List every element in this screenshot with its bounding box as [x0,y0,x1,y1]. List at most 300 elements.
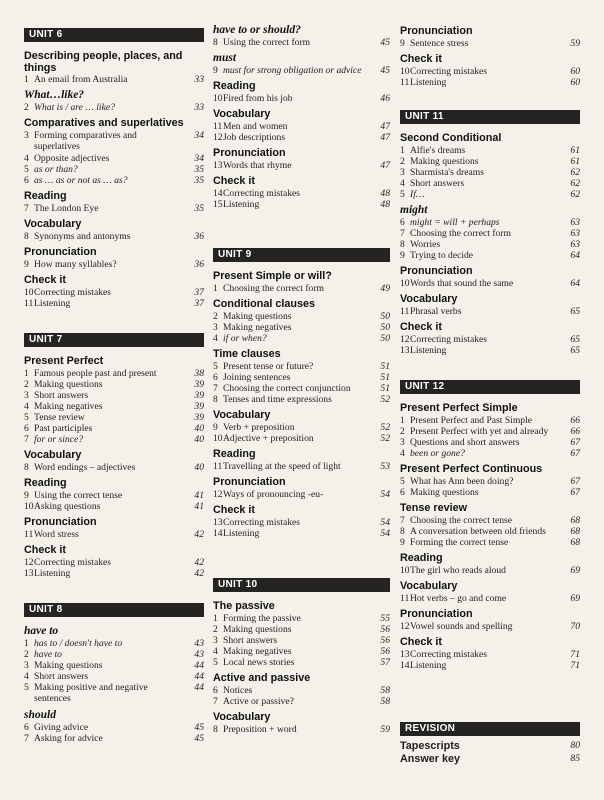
toc-entry [213,635,390,646]
entry-number: 8 [24,462,29,473]
entry-number: 10 [24,501,34,512]
entry-number: 13 [24,568,34,579]
section-heading: Present Perfect Simple [400,402,518,414]
page-number: 67 [570,476,580,487]
entry-number: 13 [213,160,223,171]
entry-title: Worries [410,239,441,250]
page-number: 85 [570,753,580,764]
entry-title: What is / are … like? [34,102,115,113]
entry-title: have to [34,649,62,660]
entry-number: 4 [24,153,29,164]
entry-title: Present tense or future? [223,361,314,372]
page-number: 65 [570,334,580,345]
page-number: 62 [570,189,580,200]
section-heading: Present Perfect Continuous [400,463,543,475]
toc-entry [400,345,580,356]
entry-number: 8 [400,526,405,537]
page-number: 61 [570,156,580,167]
entry-title: Sentence stress [410,38,469,49]
page-number: 36 [194,259,204,270]
page-number: 69 [570,565,580,576]
page-number: 50 [380,311,390,322]
toc-entry [24,649,204,660]
section-heading: Tense review [400,502,468,514]
section-heading: Pronunciation [24,246,97,258]
page-number: 45 [380,65,390,76]
page-number: 54 [380,528,390,539]
toc-entry [24,733,204,744]
page-number: 33 [194,102,204,113]
entry-number: 8 [213,724,218,735]
entry-number: 11 [213,461,223,472]
section-heading: Pronunciation [400,265,473,277]
page-number: 62 [570,178,580,189]
section-heading: Time clauses [213,348,281,360]
section-heading: Present Simple or will? [213,270,332,282]
page-number: 55 [380,613,390,624]
entry-title: An email from Australia [34,74,128,85]
entry-number: 2 [400,426,405,437]
page-number: 64 [570,278,580,289]
page-number: 80 [570,740,580,751]
page-number: 62 [570,167,580,178]
toc-entry [400,38,580,49]
entry-number: 5 [213,361,218,372]
entry-title: Trying to decide [410,250,474,261]
page-number: 50 [380,322,390,333]
page-number: 40 [194,434,204,445]
toc-entry [213,613,390,624]
entry-number: 8 [213,394,218,405]
entry-number: 3 [213,635,218,646]
entry-title: Fired from his job [223,93,293,104]
entry-title: Correcting mistakes [223,188,300,199]
page-number: 35 [194,164,204,175]
entry-number: 7 [213,696,218,707]
section-heading: Reading [213,448,256,460]
page-number: 56 [380,624,390,635]
page-number: 39 [194,390,204,401]
page-number: 52 [380,394,390,405]
page-number: 68 [570,515,580,526]
entry-number: 7 [213,383,218,394]
page-number: 33 [194,74,204,85]
entry-title: must for strong obligation or advice [223,65,362,76]
toc-entry [400,217,580,228]
page-number: 47 [380,132,390,143]
section-heading: Check it [24,274,67,286]
toc-entry [213,188,390,199]
page-number: 39 [194,379,204,390]
entry-title: Listening [34,568,71,579]
toc-entry [400,278,580,289]
page-number: 34 [194,130,204,141]
entry-title: Short answers [34,671,89,682]
page-number: 70 [570,621,580,632]
page-number: 41 [194,501,204,512]
entry-title: If… [410,189,425,200]
toc-entry [24,529,204,540]
section-heading: have to or should? [213,24,301,36]
entry-title: Making questions [223,311,292,322]
toc-entry [213,322,390,333]
entry-number: 9 [213,65,218,76]
toc-entry [213,422,390,433]
page-number: 67 [570,448,580,459]
toc-entry [24,722,204,733]
entry-title: Forming the passive [223,613,301,624]
entry-number: 4 [213,646,218,657]
entry-number: 12 [400,621,410,632]
entry-title: Present Perfect with yet and already [410,426,549,437]
toc-entry [213,685,390,696]
revision-entry [400,740,580,753]
entry-title: Correcting mistakes [223,517,300,528]
entry-number: 11 [400,306,410,317]
entry-number: 4 [24,401,29,412]
entry-number: 9 [400,537,405,548]
toc-entry [400,426,580,437]
entry-number: 9 [400,38,405,49]
entry-number: 4 [400,178,405,189]
entry-title: Tapescripts [400,740,460,752]
toc-entry [24,130,204,153]
page-number: 47 [380,121,390,132]
entry-title: Asking for advice [34,733,103,744]
section-heading: might [400,204,428,216]
entry-title: Making questions [34,379,103,390]
section-heading: Check it [213,504,256,516]
entry-number: 7 [400,515,405,526]
entry-number: 14 [213,188,223,199]
entry-title: Making questions [223,624,292,635]
entry-number: 9 [400,250,405,261]
toc-entry [213,132,390,143]
entry-title: Men and women [223,121,288,132]
toc-entry [213,93,390,104]
toc-entry [24,401,204,412]
page-number: 54 [380,489,390,500]
page-number: 37 [194,287,204,298]
section-heading: Reading [213,80,256,92]
section-heading: must [213,52,237,64]
entry-number: 12 [213,489,223,500]
entry-title: Local news stories [223,657,295,668]
section-heading: should [24,709,56,721]
toc-entry [24,298,204,309]
entry-number: 5 [213,657,218,668]
section-heading: The passive [213,600,275,612]
section-heading: Active and passive [213,672,311,684]
toc-entry [24,102,204,113]
toc-entry [24,501,204,512]
entry-number: 8 [400,239,405,250]
entry-number: 7 [400,228,405,239]
page-number: 63 [570,239,580,250]
entry-number: 2 [213,311,218,322]
toc-entry [400,145,580,156]
page-number: 63 [570,217,580,228]
entry-number: 7 [24,434,29,445]
entry-title: Making questions [410,156,479,167]
toc-entry [400,593,580,604]
page-number: 71 [570,649,580,660]
section-heading: Check it [400,636,443,648]
entry-number: 1 [24,638,29,649]
page-number: 42 [194,529,204,540]
entry-number: 6 [400,487,405,498]
entry-number: 10 [400,278,410,289]
entry-number: 4 [213,333,218,344]
entry-number: 2 [24,102,29,113]
toc-entry [400,306,580,317]
entry-title: Tenses and time expressions [223,394,332,405]
toc-entry [213,461,390,472]
section-heading: Vocabulary [400,293,458,305]
page-number: 64 [570,250,580,261]
entry-title: Phrasal verbs [410,306,462,317]
entry-number: 9 [24,490,29,501]
entry-title: Famous people past and present [34,368,157,379]
entry-number: 1 [213,283,218,294]
page-number: 43 [194,638,204,649]
page-number: 52 [380,422,390,433]
toc-entry [24,74,204,85]
entry-title: as or than? [34,164,78,175]
entry-title: Words that sound the same [410,278,514,289]
entry-title: Choosing the correct conjunction [223,383,351,394]
entry-number: 9 [213,422,218,433]
toc-entry [400,250,580,261]
entry-number: 1 [24,368,29,379]
page-number: 48 [380,188,390,199]
entry-title: Notices [223,685,253,696]
entry-title: Choosing the correct tense [410,515,513,526]
entry-title: Listening [223,528,260,539]
toc-entry [213,724,390,735]
page-number: 45 [194,722,204,733]
entry-number: 1 [400,145,405,156]
entry-number: 13 [400,649,410,660]
entry-number: 5 [24,164,29,175]
toc-entry [24,660,204,671]
entry-number: 13 [400,345,410,356]
page-number: 51 [380,372,390,383]
entry-title: Travelling at the speed of light [223,461,341,472]
entry-number: 5 [400,189,405,200]
entry-number: 10 [213,433,223,444]
toc-entry [24,368,204,379]
page-number: 34 [194,153,204,164]
page-number: 56 [380,646,390,657]
section-heading: Vocabulary [213,711,271,723]
section-heading: Describing people, places, and things [24,50,183,74]
entry-number: 6 [24,423,29,434]
page-number: 52 [380,433,390,444]
section-heading: Check it [213,175,256,187]
entry-title: Giving advice [34,722,89,733]
entry-title: Tense review [34,412,85,423]
entry-number: 6 [213,372,218,383]
page-number: 60 [570,77,580,88]
entry-number: 2 [24,379,29,390]
toc-entry [24,568,204,579]
page-number: 68 [570,526,580,537]
entry-number: 10 [213,93,223,104]
section-heading: Reading [24,477,67,489]
section-heading: Present Perfect [24,355,104,367]
page-number: 69 [570,593,580,604]
section-heading: What…like? [24,89,85,101]
unit-header: UNIT 8 [24,603,204,617]
entry-title: Alfie's dreams [410,145,466,156]
entry-number: 12 [400,334,410,345]
entry-number: 10 [400,66,410,77]
entry-title: Making negatives [223,646,292,657]
entry-title: been or gone? [410,448,465,459]
page-number: 58 [380,696,390,707]
entry-number: 11 [400,593,410,604]
toc-entry [24,638,204,649]
unit-header: UNIT 12 [400,380,580,394]
unit-header: UNIT 7 [24,333,204,347]
page-number: 60 [570,66,580,77]
entry-title: Questions and short answers [410,437,520,448]
entry-title: Sharmista's dreams [410,167,484,178]
toc-entry [213,383,390,394]
page-number: 49 [380,283,390,294]
entry-title: Short answers [223,635,278,646]
entry-number: 10 [24,287,34,298]
toc-entry [213,696,390,707]
section-heading: Vocabulary [213,409,271,421]
toc-entry [213,311,390,322]
entry-number: 8 [213,37,218,48]
entry-number: 5 [24,412,29,423]
toc-entry [400,66,580,77]
page-number: 40 [194,462,204,473]
entry-number: 4 [24,671,29,682]
entry-number: 13 [213,517,223,528]
entry-title: for or since? [34,434,84,445]
section-heading: Vocabulary [213,108,271,120]
toc-entry [24,462,204,473]
toc-entry [213,517,390,528]
entry-number: 11 [400,77,410,88]
toc-entry [24,412,204,423]
entry-title: Word endings – adjectives [34,462,136,473]
entry-title: Ways of pronouncing -eu- [223,489,324,500]
page-number: 53 [380,461,390,472]
toc-entry [213,646,390,657]
entry-number: 6 [24,722,29,733]
section-heading: Pronunciation [400,608,473,620]
page-number: 50 [380,333,390,344]
entry-title: Forming the correct tense [410,537,509,548]
entry-number: 7 [24,203,29,214]
page-number: 65 [570,345,580,356]
entry-number: 3 [24,130,29,141]
entry-number: 12 [24,557,34,568]
toc-entry [24,203,204,214]
entry-number: 2 [213,624,218,635]
toc-entry [213,160,390,171]
entry-number: 9 [24,259,29,270]
page-number: 39 [194,401,204,412]
section-heading: Check it [400,53,443,65]
page-number: 65 [570,306,580,317]
toc-entry [400,448,580,459]
page-number: 42 [194,557,204,568]
toc-entry [213,372,390,383]
page-number: 42 [194,568,204,579]
section-heading: Check it [400,321,443,333]
entry-title: The London Eye [34,203,99,214]
page-number: 43 [194,649,204,660]
entry-title: has to / doesn't have to [34,638,123,649]
toc-entry [24,175,204,186]
entry-number: 2 [400,156,405,167]
page-number: 71 [570,660,580,671]
toc-entry [400,239,580,250]
entry-number: 6 [400,217,405,228]
toc-entry [400,660,580,671]
entry-number: 6 [213,685,218,696]
entry-title: Opposite adjectives [34,153,110,164]
page-number: 61 [570,145,580,156]
section-heading: Vocabulary [24,449,82,461]
unit-header: UNIT 11 [400,110,580,124]
entry-number: 11 [213,121,223,132]
entry-title: Making positive and negative sentences [34,682,148,705]
page-number: 63 [570,228,580,239]
entry-title: How many syllables? [34,259,117,270]
entry-title: Listening [410,660,447,671]
entry-number: 3 [24,660,29,671]
page-number: 45 [194,733,204,744]
section-heading: Check it [24,544,67,556]
revision-entry [400,753,580,766]
toc-entry [400,228,580,239]
entry-title: Answer key [400,753,461,765]
entry-title: Words that rhyme [223,160,292,171]
page-number: 59 [380,724,390,735]
toc-entry [400,178,580,189]
page-number: 38 [194,368,204,379]
entry-title: Listening [410,77,447,88]
toc-entry [213,121,390,132]
section-heading: Reading [400,552,443,564]
toc-entry [400,565,580,576]
toc-entry [400,649,580,660]
entry-title: Using the correct tense [34,490,123,501]
entry-number: 6 [24,175,29,186]
toc-entry [24,231,204,242]
toc-entry [24,259,204,270]
entry-number: 7 [24,733,29,744]
toc-entry [213,361,390,372]
entry-title: Using the correct form [223,37,311,48]
toc-entry [400,334,580,345]
entry-title: Verb + preposition [223,422,295,433]
toc-entry [400,476,580,487]
section-heading: Pronunciation [213,147,286,159]
toc-entry [24,671,204,682]
toc-entry [213,624,390,635]
toc-entry [400,437,580,448]
toc-entry [400,415,580,426]
entry-title: Listening [34,298,71,309]
